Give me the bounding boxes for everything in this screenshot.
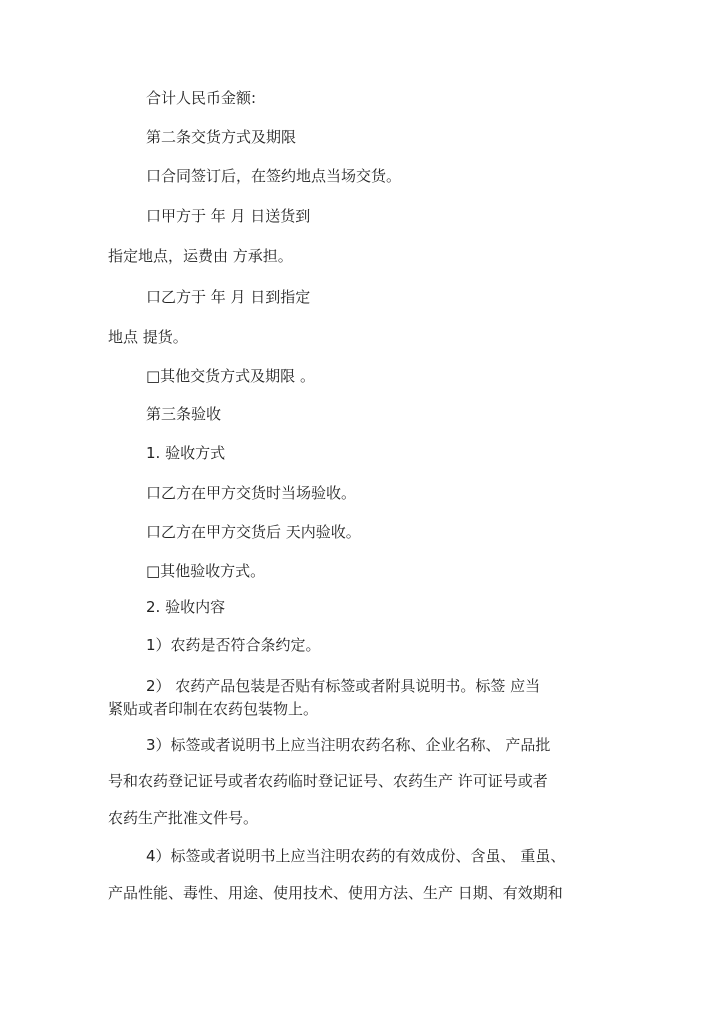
- inspection-item-4: 4）标签或者说明书上应当注明农药的有效成份、含虽、 重虽、: [146, 847, 566, 865]
- article-2-heading: 第二条交货方式及期限: [146, 128, 297, 146]
- inspection-option-onsite: 口乙方在甲方交货时当场验收。: [146, 484, 357, 502]
- delivery-option-party-a: 口甲方于 年 月 日送货到: [146, 207, 311, 225]
- delivery-option-party-b: 口乙方于 年 月 日到指定: [146, 288, 311, 306]
- inspection-item-1: 1）农药是否符合条约定。: [146, 636, 321, 654]
- delivery-option-onsite: 口合同签订后，在签约地点当场交货。: [146, 167, 402, 185]
- inspection-option-other: □其他验收方式。: [146, 562, 266, 580]
- delivery-option-party-a-cont: 指定地点，运费由 方承担。: [108, 247, 293, 265]
- inspection-method-heading: 1. 验收方式: [146, 444, 226, 462]
- inspection-item-3-cont-1: 号和农药登记证号或者农药临时登记证号、农药生产 许可证号或者: [108, 772, 548, 790]
- inspection-item-2: 2） 农药产品包装是否贴有标签或者附具说明书。标签 应当: [146, 677, 541, 695]
- inspection-item-3: 3）标签或者说明书上应当注明农药名称、企业名称、 产品批: [146, 736, 551, 754]
- inspection-option-days: 口乙方在甲方交货后 天内验收。: [146, 523, 361, 541]
- inspection-item-4-cont: 产品性能、毒性、用途、使用技术、使用方法、生产 日期、有效期和: [108, 884, 563, 902]
- article-3-heading: 第三条验收: [146, 405, 222, 423]
- inspection-item-3-cont-2: 农药生产批准文件号。: [108, 809, 259, 827]
- delivery-option-other: □其他交货方式及期限 。: [146, 367, 315, 385]
- inspection-content-heading: 2. 验收内容: [146, 598, 226, 616]
- inspection-item-2-cont: 紧贴或者印制在农药包装物上。: [108, 700, 319, 718]
- delivery-option-party-b-cont: 地点 提货。: [108, 328, 188, 346]
- total-amount-label: 合计人民币金额:: [146, 89, 257, 107]
